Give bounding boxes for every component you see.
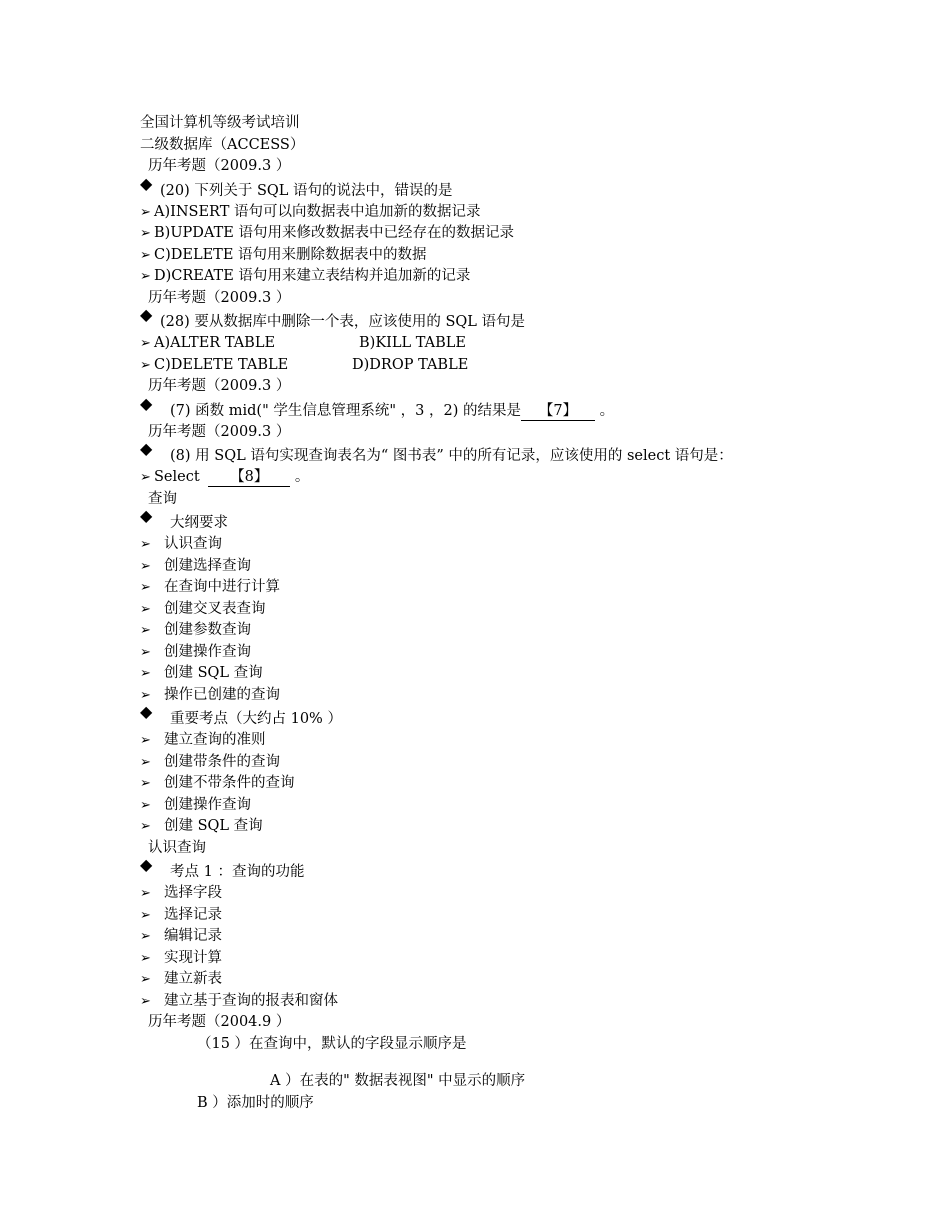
exam-source: 历年考题（2009.3 ）: [148, 158, 291, 174]
list-item: [140, 534, 930, 556]
diamond-bullet-icon: ◆: [140, 506, 153, 525]
option-item: [140, 245, 930, 267]
question-text: 。: [594, 402, 615, 419]
arrow-bullet-icon: ➢: [140, 601, 151, 617]
arrow-bullet-icon: ➢: [140, 733, 151, 748]
item-text: 创建交叉表查询: [164, 600, 266, 617]
section-heading: [140, 702, 930, 730]
list-item: [140, 577, 930, 599]
arrow-bullet-icon: ➢: [140, 819, 151, 834]
heading-text: 大纲要求: [170, 515, 228, 531]
list-item: [140, 685, 930, 707]
option-text: D)DROP TABLE: [352, 356, 469, 373]
list-item: [140, 883, 930, 905]
option-text: C)DELETE 语句用来删除数据表中的数据: [154, 246, 427, 263]
list-item: [140, 969, 930, 991]
arrow-bullet-icon: ➢: [140, 470, 151, 485]
question-text: (8) 用 SQL 语句实现查询表名为“ 图书表” 中的所有记录，应该使用的 select 语句是：: [170, 448, 733, 464]
option-text: C)DELETE TABLE: [154, 356, 289, 373]
answer-text: 。: [290, 469, 310, 485]
option-item: A ）在表的" 数据表视图" 中显示的顺序: [270, 1073, 526, 1089]
answer-blank: 【8】: [208, 469, 290, 487]
document-body: [140, 113, 930, 1114]
arrow-bullet-icon: ➢: [140, 269, 151, 284]
option-row: [140, 355, 930, 377]
item-text: 在查询中进行计算: [164, 579, 280, 595]
item-text: 实现计算: [164, 949, 222, 966]
arrow-bullet-icon: ➢: [140, 537, 151, 552]
list-item: [140, 620, 930, 642]
exam-source: 历年考题（2004.9 ）: [148, 1014, 291, 1030]
item-text: 建立基于查询的报表和窗体: [164, 992, 338, 1009]
list-item: [140, 948, 930, 970]
diamond-bullet-icon: ◆: [140, 173, 153, 193]
list-item: [140, 773, 930, 795]
arrow-bullet-icon: ➢: [140, 247, 151, 263]
heading-text: 重要考点（大约占 10% ）: [170, 711, 342, 727]
diamond-bullet-icon: ◆: [140, 702, 153, 721]
arrow-bullet-icon: ➢: [140, 950, 151, 966]
arrow-bullet-icon: ➢: [140, 336, 151, 351]
diamond-bullet-icon: ◆: [140, 305, 153, 324]
item-text: 创建操作查询: [164, 643, 251, 660]
item-text: 编辑记录: [164, 928, 222, 944]
section-heading: [140, 855, 930, 883]
list-item: [140, 795, 930, 817]
question-text: (28) 要从数据库中删除一个表，应该使用的 SQL 语句是: [160, 314, 526, 330]
arrow-bullet-icon: ➢: [140, 776, 151, 791]
arrow-bullet-icon: ➢: [140, 929, 151, 944]
item-text: 操作已创建的查询: [164, 686, 280, 703]
option-text: D)CREATE 语句用来建立表结构并追加新的记录: [154, 268, 471, 284]
item-text: 创建操作查询: [164, 796, 251, 813]
section-heading: [140, 506, 930, 534]
list-item: [140, 730, 930, 752]
arrow-bullet-icon: ➢: [140, 357, 151, 373]
list-item: [140, 642, 930, 664]
question-text: (7) 函数 mid(" 学生信息管理系统" ，3 ，2) 的结果是: [170, 402, 521, 419]
item-text: 创建 SQL 查询: [164, 665, 263, 681]
item-text: 创建带条件的查询: [164, 753, 280, 770]
question-text: (20) 下列关于 SQL 语句的说法中，错误的是: [160, 182, 453, 199]
arrow-bullet-icon: ➢: [140, 687, 151, 703]
exam-question: （15 ）在查询中，默认的字段显示顺序是: [197, 1035, 467, 1052]
item-text: 建立新表: [164, 971, 222, 987]
arrow-bullet-icon: ➢: [140, 972, 151, 987]
option-row: [140, 333, 930, 355]
item-text: 建立查询的准则: [164, 732, 266, 748]
arrow-bullet-icon: ➢: [140, 666, 151, 681]
answer-text: Select: [154, 469, 205, 485]
exam-question: [140, 305, 930, 333]
section-title: 查询: [148, 490, 177, 507]
option-text: A)INSERT 语句可以向数据表中追加新的数据记录: [154, 203, 481, 220]
header-line-2: 二级数据库（ACCESS）: [140, 136, 305, 153]
option-text: B)UPDATE 语句用来修改数据表中已经存在的数据记录: [154, 225, 514, 241]
header-line-1: 全国计算机等级考试培训: [140, 115, 300, 131]
diamond-bullet-icon: ◆: [140, 855, 153, 874]
diamond-bullet-icon: ◆: [140, 393, 153, 413]
item-text: 选择字段: [164, 885, 222, 901]
option-item: [140, 266, 930, 288]
heading-text: 考点 1 ：查询的功能: [170, 864, 305, 880]
list-item: [140, 599, 930, 621]
list-item: [140, 663, 930, 685]
item-text: 认识查询: [164, 536, 222, 552]
list-item: [140, 991, 930, 1013]
exam-source: 历年考题（2009.3 ）: [148, 289, 291, 306]
list-item: [140, 752, 930, 774]
arrow-bullet-icon: ➢: [140, 644, 151, 660]
arrow-bullet-icon: ➢: [140, 623, 151, 638]
exam-question: [140, 173, 930, 202]
item-text: 创建不带条件的查询: [164, 775, 295, 791]
list-item: [140, 905, 930, 927]
arrow-bullet-icon: ➢: [140, 797, 151, 813]
arrow-bullet-icon: ➢: [140, 754, 151, 770]
option-text: A)ALTER TABLE: [154, 335, 276, 351]
exam-question: [140, 439, 930, 467]
item-text: 创建 SQL 查询: [164, 818, 263, 834]
exam-question: [140, 393, 930, 422]
answer-blank: 【7】: [521, 403, 595, 421]
arrow-bullet-icon: ➢: [140, 907, 151, 923]
arrow-bullet-icon: ➢: [140, 558, 151, 574]
arrow-bullet-icon: ➢: [140, 204, 151, 220]
list-item: [140, 926, 930, 948]
section-title: 认识查询: [148, 839, 206, 856]
arrow-bullet-icon: ➢: [140, 993, 151, 1009]
option-item: [140, 202, 930, 224]
arrow-bullet-icon: ➢: [140, 580, 151, 595]
option-item: [140, 223, 930, 245]
option-text: B)KILL TABLE: [359, 335, 466, 351]
item-text: 创建参数查询: [164, 622, 251, 638]
item-text: 选择记录: [164, 906, 222, 923]
diamond-bullet-icon: ◆: [140, 439, 153, 458]
exam-source: 历年考题（2009.3 ）: [148, 378, 291, 394]
list-item: [140, 556, 930, 578]
arrow-bullet-icon: ➢: [140, 886, 151, 901]
option-item: B ）添加时的顺序: [197, 1094, 314, 1111]
arrow-bullet-icon: ➢: [140, 226, 151, 241]
answer-line: [140, 467, 930, 489]
exam-source: 历年考题（2009.3 ）: [148, 423, 291, 440]
list-item: [140, 816, 930, 838]
item-text: 创建选择查询: [164, 557, 251, 574]
